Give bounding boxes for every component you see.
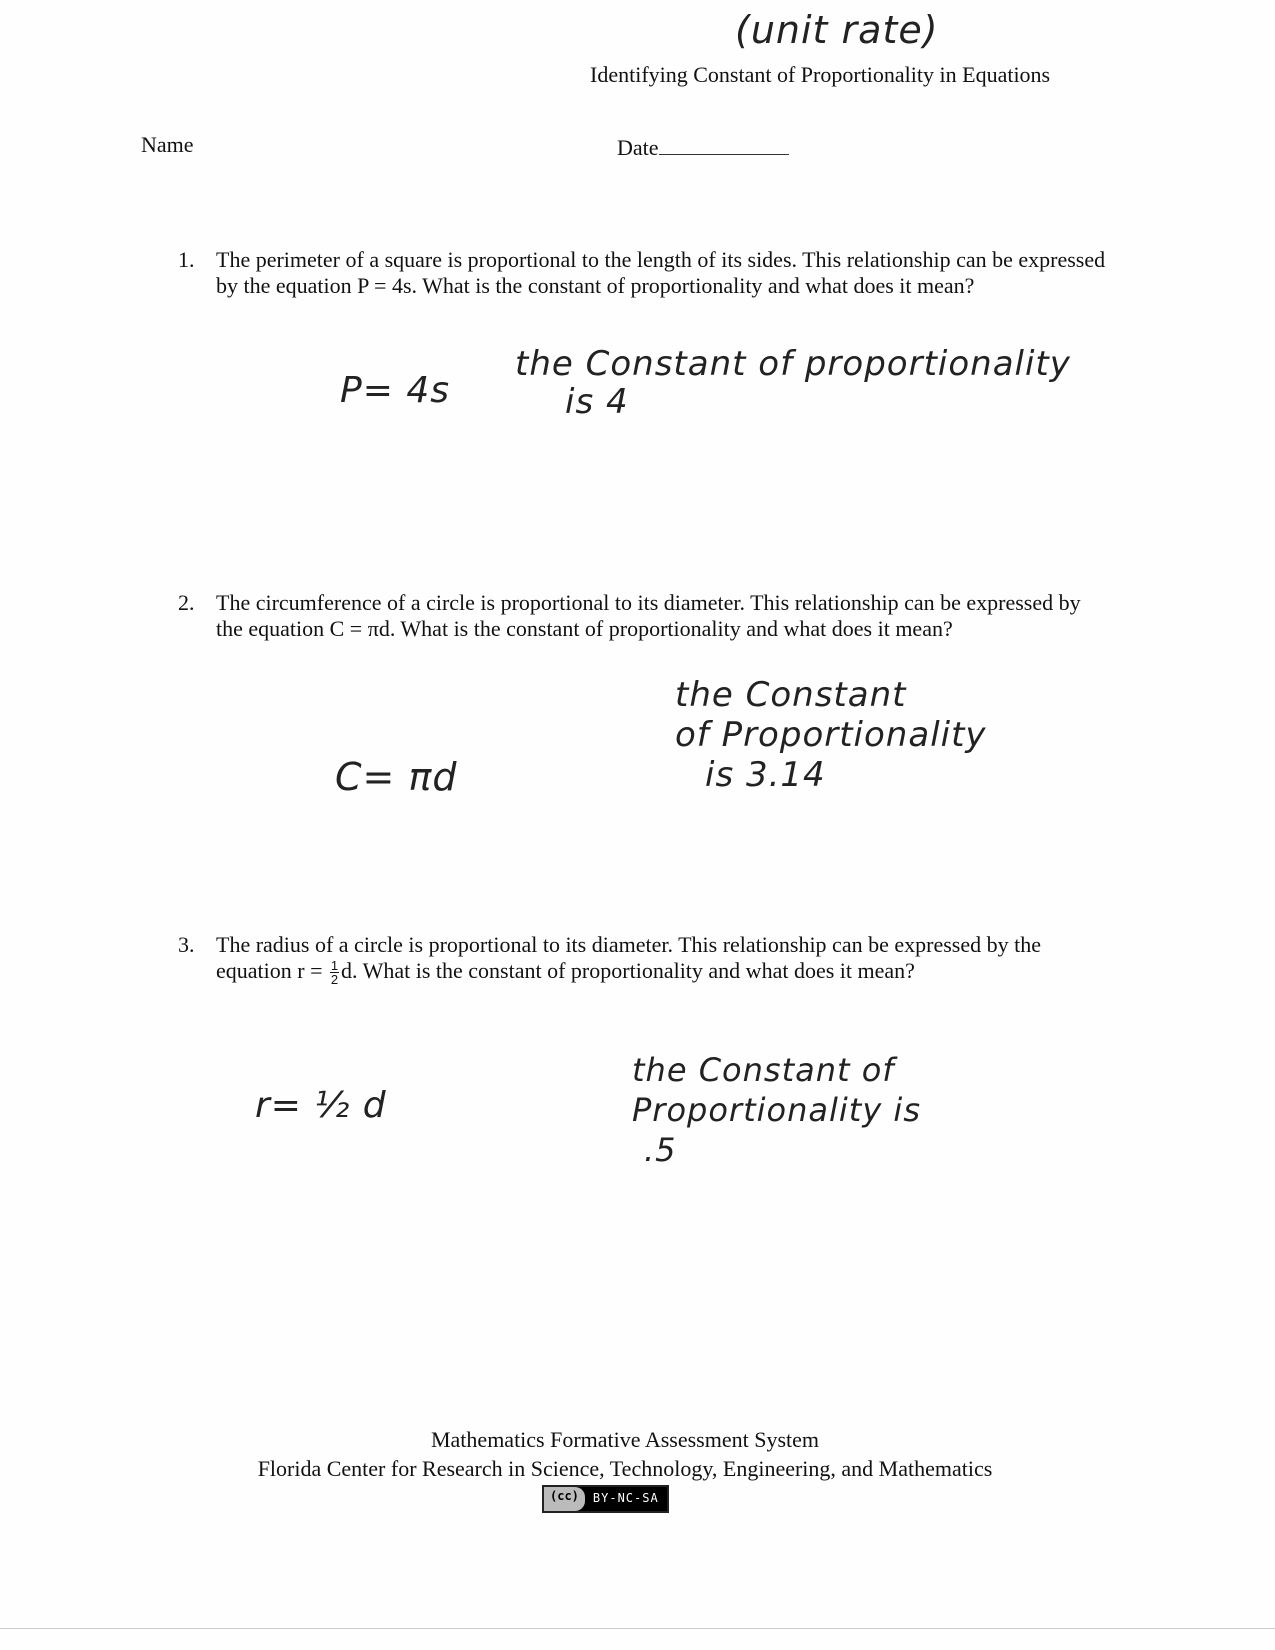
license-text: BY-NC-SA xyxy=(592,1491,659,1505)
question-number: 3. xyxy=(178,932,195,957)
question-text: The circumference of a circle is proportional to its diameter. This relationship can be expressed by the equation C = πd. What is the constant of proportionality and what does it mean? xyxy=(216,590,1081,641)
question-2 xyxy=(178,590,1108,642)
footer-line-1: Mathematics Formative Assessment System xyxy=(430,1427,820,1452)
answer-line: is 3.14 xyxy=(705,755,826,795)
handwritten-equation-3: r= ½ d xyxy=(255,1085,387,1126)
question-1 xyxy=(178,247,1108,299)
fraction-one-half xyxy=(330,959,339,986)
question-number: 1. xyxy=(178,247,195,272)
answer-line: of Proportionality xyxy=(675,715,987,755)
handwritten-answer-1 xyxy=(515,345,1071,421)
fraction-denominator: 2 xyxy=(330,972,339,988)
fraction-numerator: 1 xyxy=(330,958,339,974)
name-label: Name xyxy=(141,132,194,157)
answer-line: the Constant xyxy=(675,675,907,715)
page-title: Identifying Constant of Proportionality in Equations xyxy=(590,62,1051,87)
cc-license-badge[interactable] xyxy=(542,1485,669,1513)
question-text: The perimeter of a square is proportional to the length of its sides. This relationship can be expressed by the equation P = 4s. What is the constant of proportionality and what does it mean? xyxy=(216,247,1106,298)
question-text-part: The radius of a circle is proportional to its diameter. This relationship can be expressed by the equation r = xyxy=(216,932,1041,983)
answer-line: Proportionality is xyxy=(632,1091,921,1129)
handwritten-answer-3 xyxy=(632,1050,921,1170)
answer-line: the Constant of proportionality xyxy=(515,344,1071,384)
handwritten-unit-rate-note: (unit rate) xyxy=(735,8,939,52)
handwritten-equation-1: P= 4s xyxy=(340,370,450,411)
question-text xyxy=(216,932,1108,986)
answer-line: .5 xyxy=(644,1131,677,1169)
date-label: Date xyxy=(617,135,659,160)
date-field xyxy=(617,135,789,161)
question-text-part: d. What is the constant of proportionality and what does it mean? xyxy=(341,958,915,983)
cc-icon: (cc) xyxy=(544,1487,585,1511)
answer-line: the Constant of xyxy=(632,1051,895,1089)
answer-line: is 4 xyxy=(565,382,629,422)
question-number: 2. xyxy=(178,590,195,615)
handwritten-equation-2: C= πd xyxy=(335,755,458,799)
date-blank xyxy=(659,136,789,155)
question-3 xyxy=(178,932,1108,986)
handwritten-answer-2 xyxy=(675,675,987,795)
scan-edge-line xyxy=(0,1628,1275,1629)
footer-line-2: Florida Center for Research in Science, Technology, Engineering, and Mathematics xyxy=(257,1456,993,1481)
